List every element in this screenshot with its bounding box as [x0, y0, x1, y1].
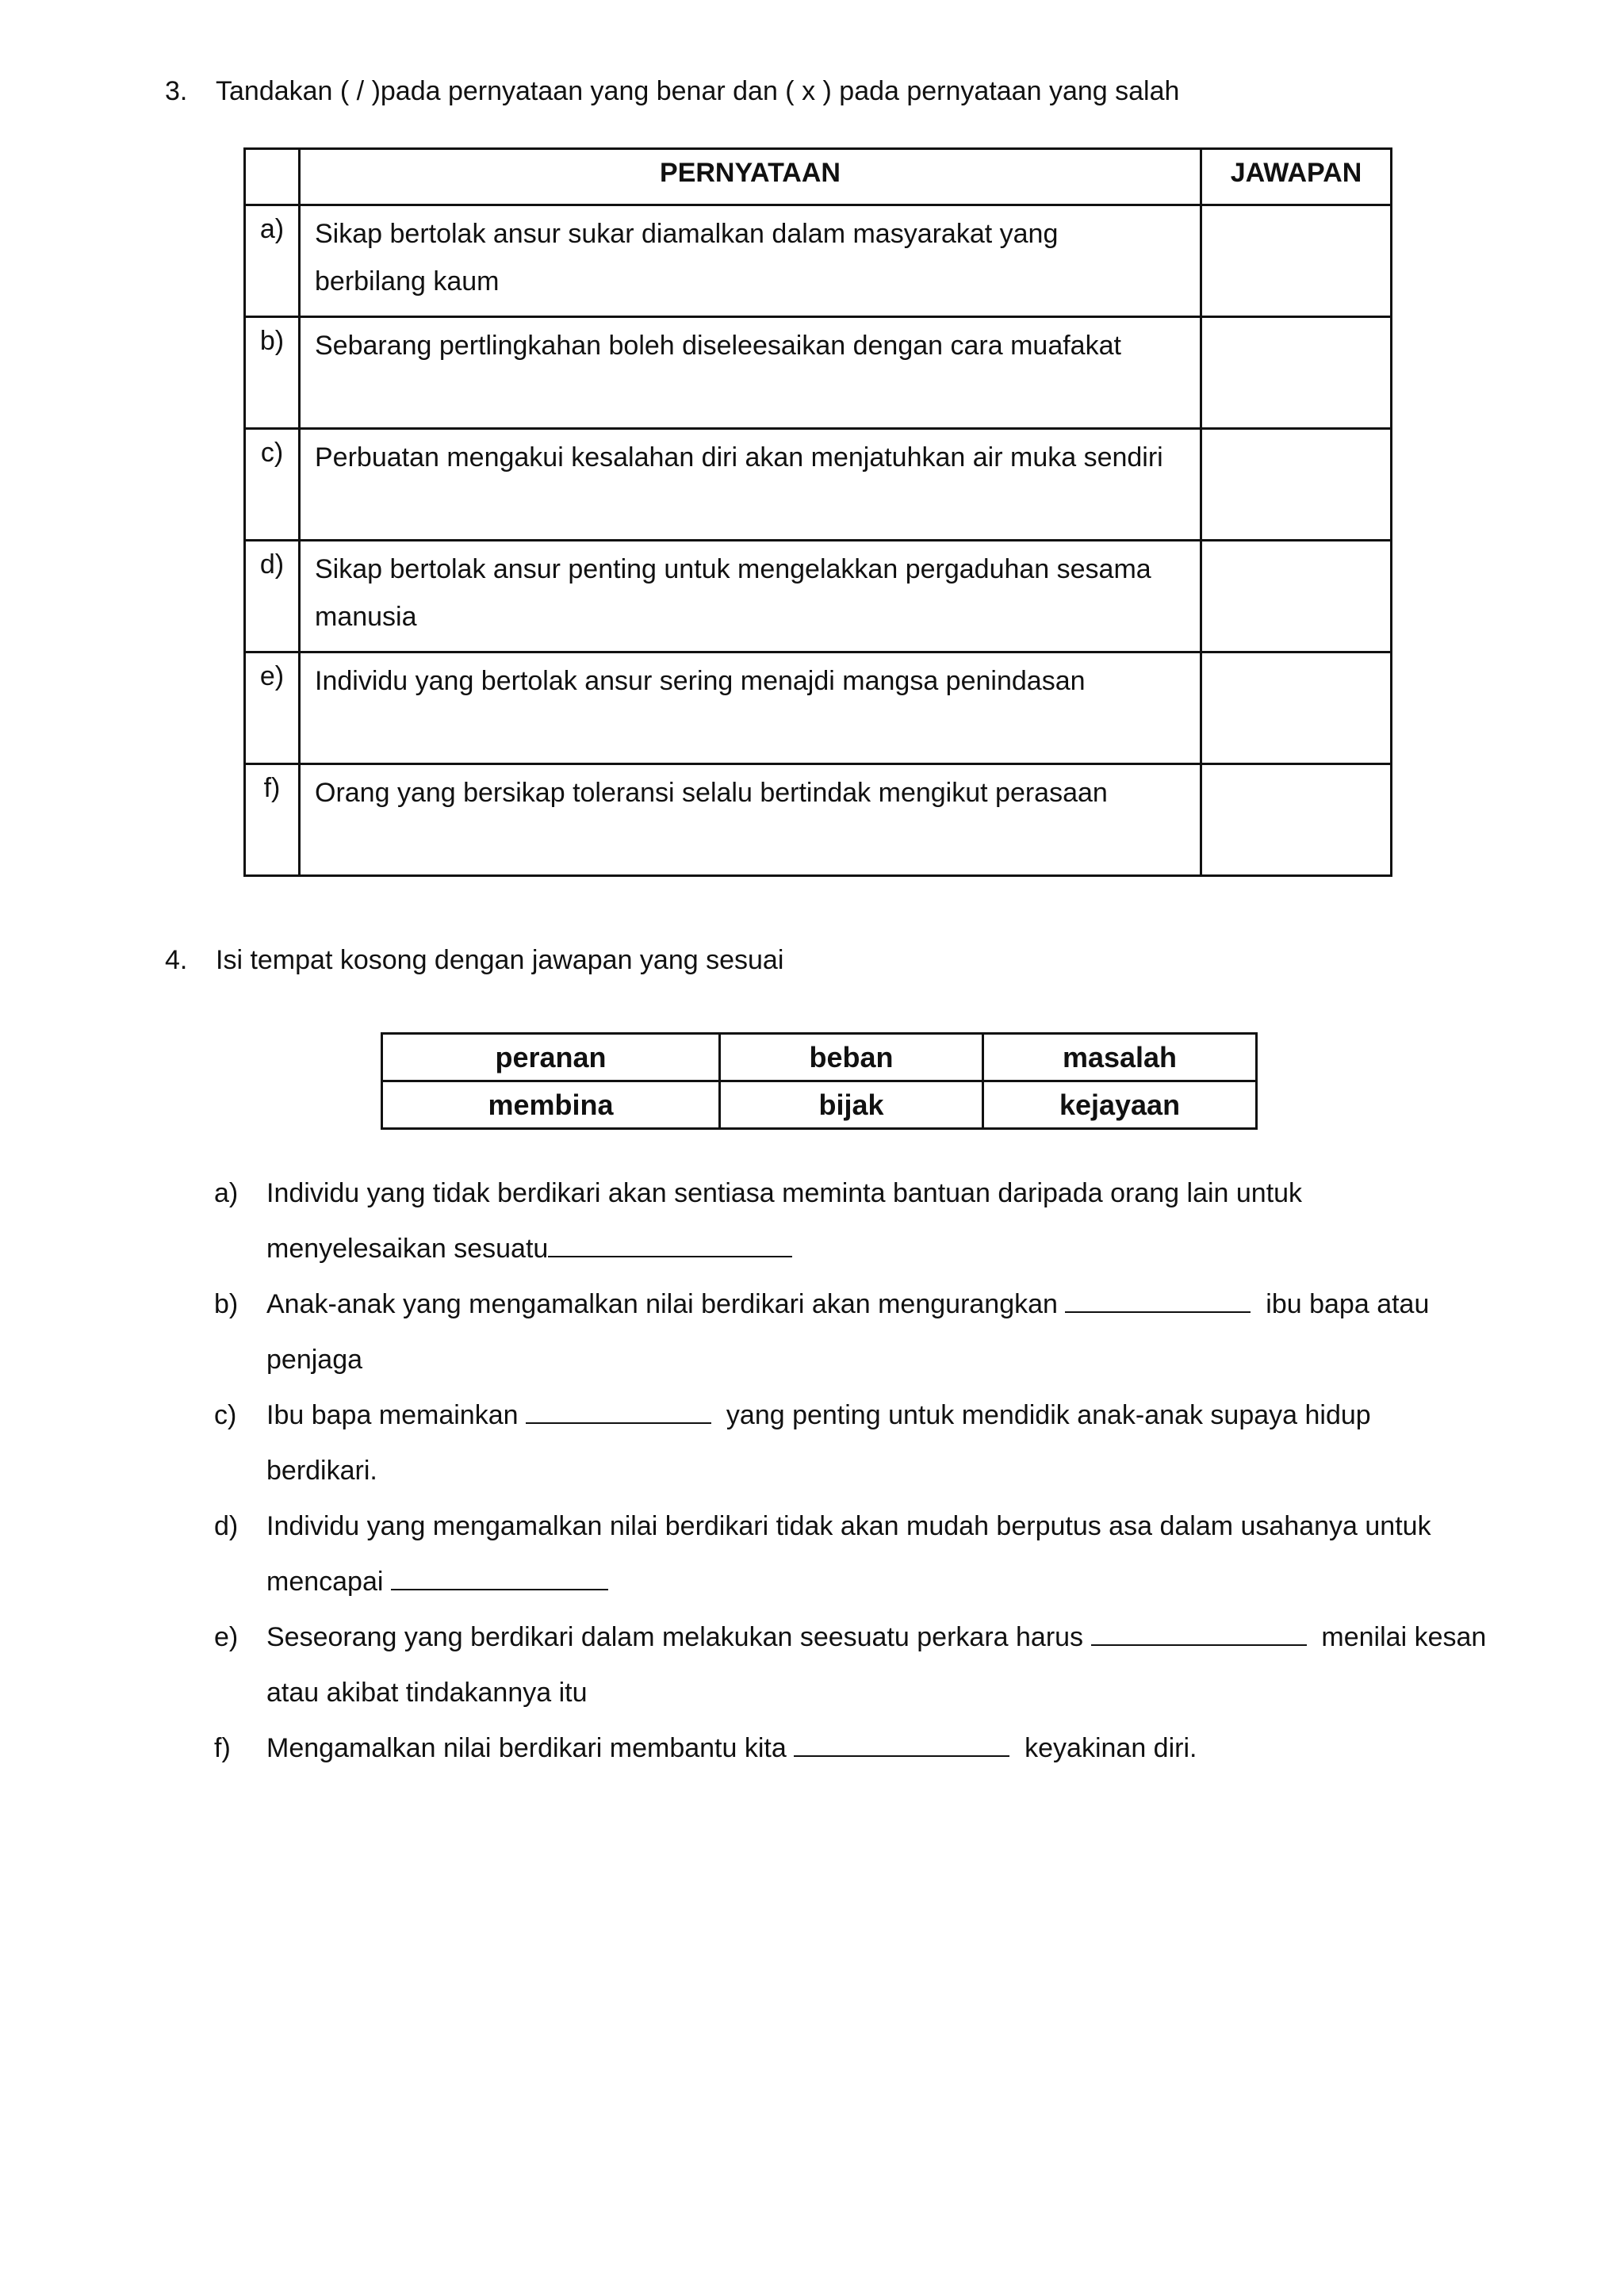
answer-blank[interactable]: [548, 1232, 792, 1257]
answer-cell[interactable]: [1201, 317, 1392, 429]
item-text: penjaga: [266, 1345, 363, 1375]
item-letter: b): [214, 1289, 239, 1319]
item-letter: d): [214, 1511, 239, 1541]
answer-cell[interactable]: [1201, 429, 1392, 541]
statement-line: Perbuatan mengakui kesalahan diri akan menjatuhkan air muka sendiri: [315, 442, 1163, 473]
list-item: [214, 1609, 1594, 1720]
question-text: Isi tempat kosong dengan jawapan yang sesuai: [216, 945, 784, 975]
statement-line: Individu yang bertolak ansur sering menajdi mangsa penindasan: [315, 666, 1086, 696]
list-item: [214, 1720, 1594, 1776]
statements-table: [243, 147, 1392, 877]
table-row: [245, 764, 1392, 876]
list-item: [214, 1276, 1594, 1387]
statement-cell: [300, 205, 1201, 317]
answer-blank[interactable]: [794, 1732, 1009, 1757]
row-letter: a): [245, 205, 300, 317]
question-number: 4.: [165, 945, 188, 975]
header-statement: PERNYATAAN: [300, 149, 1201, 205]
item-letter: c): [214, 1400, 237, 1430]
table-row: [245, 541, 1392, 652]
statement-line: Sikap bertolak ansur sukar diamalkan dalam masyarakat yang: [315, 219, 1059, 249]
word-bank-word: beban: [720, 1034, 983, 1081]
statement-line: berbilang kaum: [315, 266, 500, 297]
item-text: mencapai: [266, 1567, 384, 1597]
item-text: yang penting untuk mendidik anak-anak supaya hidup: [726, 1400, 1371, 1430]
item-text: Individu yang mengamalkan nilai berdikari tidak akan mudah berputus asa dalam usahanya untuk: [266, 1511, 1431, 1541]
item-text: menilai kesan: [1321, 1622, 1487, 1652]
question-3-instruction: [165, 76, 1179, 107]
fill-in-blank-list: [214, 1165, 1594, 1776]
list-item: [214, 1165, 1594, 1276]
word-bank-word: peranan: [382, 1034, 720, 1081]
statement-line: Sikap bertolak ansur penting untuk mengelakkan pergaduhan sesama: [315, 554, 1151, 584]
answer-blank[interactable]: [1091, 1621, 1307, 1646]
list-item: [214, 1387, 1594, 1498]
item-text: ibu bapa atau: [1266, 1289, 1430, 1319]
table-row: [245, 652, 1392, 764]
answer-blank[interactable]: [391, 1565, 608, 1590]
answer-blank[interactable]: [1065, 1288, 1251, 1313]
statement-cell: [300, 764, 1201, 876]
statement-line: Orang yang bersikap toleransi selalu bertindak mengikut perasaan: [315, 778, 1108, 808]
item-text: Anak-anak yang mengamalkan nilai berdikari akan mengurangkan: [266, 1289, 1058, 1319]
answer-cell[interactable]: [1201, 205, 1392, 317]
row-letter: f): [245, 764, 300, 876]
header-answer: JAWAPAN: [1201, 149, 1392, 205]
table-row: [245, 205, 1392, 317]
item-letter: a): [214, 1178, 239, 1208]
word-bank-word: membina: [382, 1081, 720, 1129]
row-letter: d): [245, 541, 300, 652]
question-number: 3.: [165, 76, 188, 106]
question-text: Tandakan ( / )pada pernyataan yang benar dan ( x ) pada pernyataan yang salah: [216, 76, 1180, 106]
statement-line: Sebarang pertlingkahan boleh diseleesaikan dengan cara muafakat: [315, 331, 1121, 361]
table-row: [245, 317, 1392, 429]
statement-line: manusia: [315, 602, 417, 632]
row-letter: c): [245, 429, 300, 541]
word-bank-table: [381, 1032, 1258, 1130]
answer-cell[interactable]: [1201, 541, 1392, 652]
answer-blank[interactable]: [526, 1399, 711, 1424]
row-letter: b): [245, 317, 300, 429]
item-letter: f): [214, 1733, 231, 1763]
word-bank-word: kejayaan: [983, 1081, 1257, 1129]
item-text: Ibu bapa memainkan: [266, 1400, 519, 1430]
item-text: Seseorang yang berdikari dalam melakukan seesuatu perkara harus: [266, 1622, 1084, 1652]
item-text: keyakinan diri.: [1025, 1733, 1197, 1763]
item-text: Mengamalkan nilai berdikari membantu kita: [266, 1733, 787, 1763]
answer-cell[interactable]: [1201, 764, 1392, 876]
statement-cell: [300, 317, 1201, 429]
statement-cell: [300, 541, 1201, 652]
item-text: Individu yang tidak berdikari akan sentiasa meminta bantuan daripada orang lain untuk: [266, 1178, 1303, 1208]
item-text: atau akibat tindakannya itu: [266, 1678, 588, 1708]
table-row: [245, 429, 1392, 541]
statement-cell: [300, 652, 1201, 764]
word-bank-word: bijak: [720, 1081, 983, 1129]
list-item: [214, 1498, 1594, 1609]
question-4-instruction: [165, 945, 783, 976]
row-letter: e): [245, 652, 300, 764]
answer-cell[interactable]: [1201, 652, 1392, 764]
item-text: menyelesaikan sesuatu: [266, 1234, 549, 1264]
statement-cell: [300, 429, 1201, 541]
word-bank-word: masalah: [983, 1034, 1257, 1081]
item-letter: e): [214, 1622, 239, 1652]
item-text: berdikari.: [266, 1456, 377, 1486]
header-letter-cell: [245, 149, 300, 205]
